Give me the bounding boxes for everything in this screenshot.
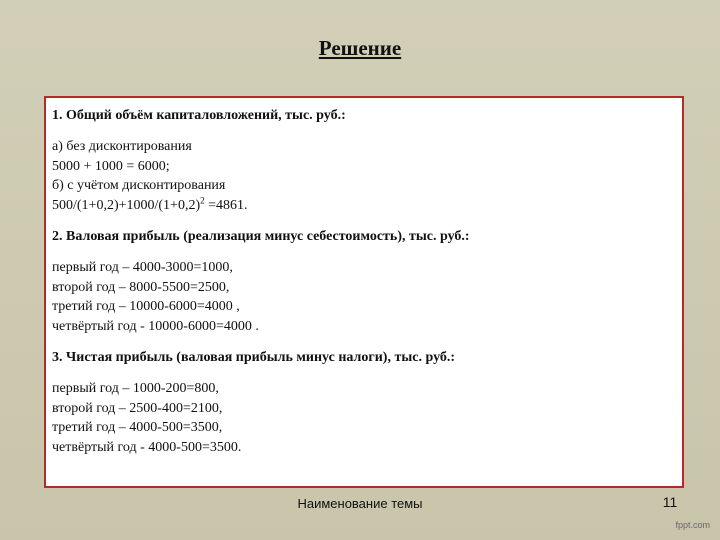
section-3-line: четвёртый год - 4000-500=3500. <box>52 439 242 455</box>
section-3-body <box>52 379 674 457</box>
section-2-line: второй год – 8000-5500=2500, <box>52 279 230 295</box>
content-box <box>44 96 684 488</box>
section-2-body <box>52 258 674 336</box>
section-1-line: а) без дисконтирования <box>52 139 192 154</box>
section-3-line: второй год – 2500-400=2100, <box>52 400 223 416</box>
formula-part-b: =4861. <box>204 197 248 213</box>
formula-exponent: 2 <box>200 194 205 205</box>
section-1-body <box>52 137 674 215</box>
section-1-line: б) с учётом дисконтирования <box>52 178 226 193</box>
formula-part-a: 500/(1+0,2)+1000/(1+0,2) <box>52 197 201 213</box>
watermark: fppt.com <box>675 520 710 530</box>
footer-topic: Наименование темы <box>297 496 423 511</box>
section-1-line: 5000 + 1000 = 6000; <box>52 158 170 174</box>
section-1-heading: 1. Общий объём капиталовложений, тыс. руб.: <box>52 108 346 123</box>
title-bar <box>0 0 720 96</box>
slide-title: Решение <box>318 36 402 60</box>
section-3-heading: 3. Чистая прибыль (валовая прибыль минус налоги), тыс. руб.: <box>52 350 456 365</box>
section-3-line: третий год – 4000-500=3500, <box>52 420 223 435</box>
section-2-heading: 2. Валовая прибыль (реализация минус себестоимость), тыс. руб.: <box>52 229 470 244</box>
section-2-line: третий год – 10000-6000=4000 , <box>52 299 240 314</box>
section-1-formula <box>52 196 674 216</box>
section-2-line: первый год – 4000-3000=1000, <box>52 260 233 275</box>
page-number: 11 <box>662 494 678 510</box>
section-2-line: четвёртый год - 10000-6000=4000 . <box>52 318 259 334</box>
section-3-line: первый год – 1000-200=800, <box>52 381 219 396</box>
